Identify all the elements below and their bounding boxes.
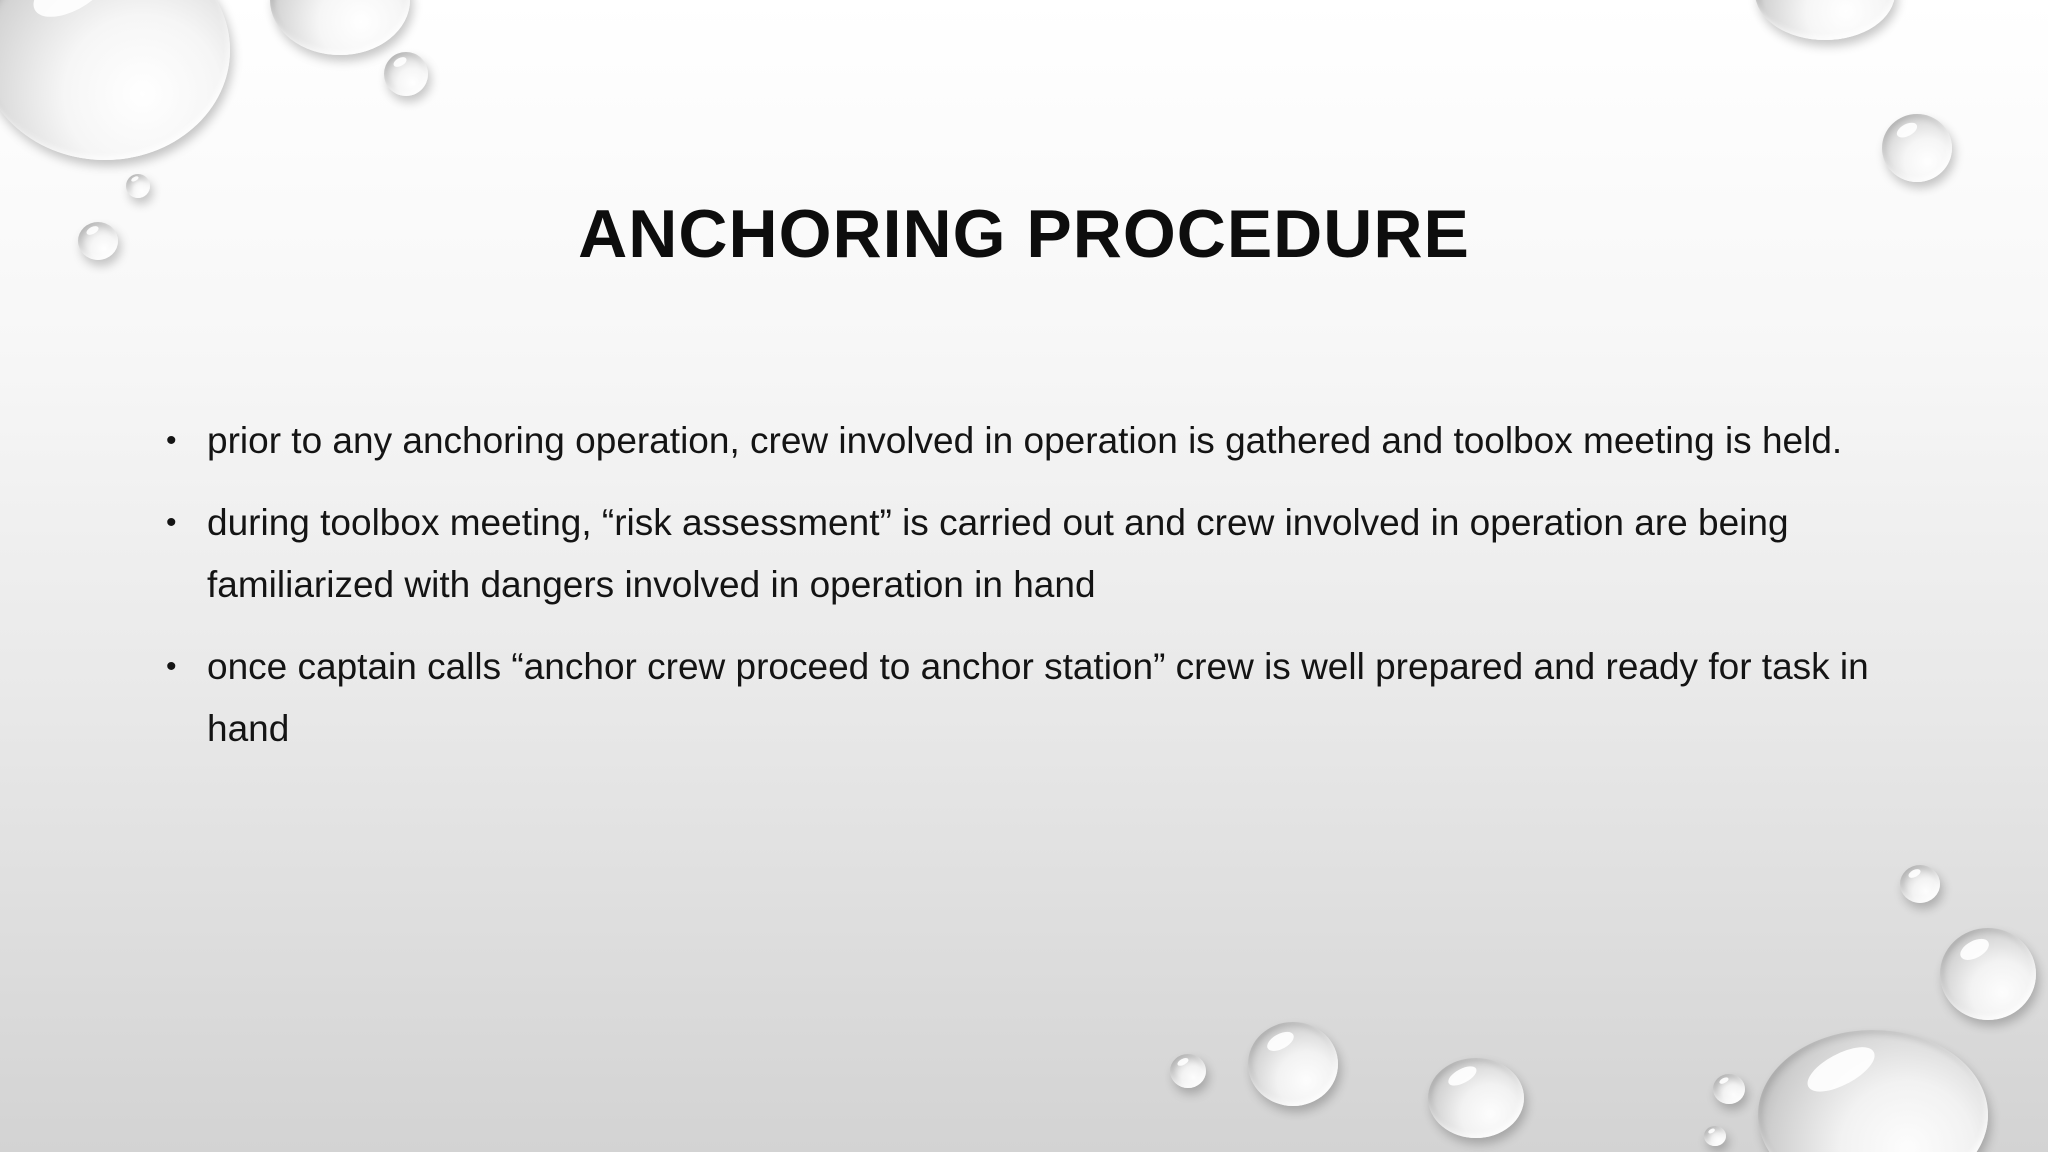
bullet-dot-icon: • — [166, 506, 177, 539]
bullet-dot-icon: • — [166, 424, 177, 457]
bullet-item — [166, 636, 1886, 760]
water-drop-decoration — [1704, 1126, 1726, 1146]
water-drop-decoration — [1940, 928, 2036, 1020]
water-drop-decoration — [1170, 1054, 1206, 1088]
water-drop-decoration — [384, 52, 428, 96]
water-drop-decoration — [0, 0, 230, 160]
water-drop-decoration — [1758, 1030, 1988, 1152]
bullet-text: once captain calls “anchor crew proceed to anchor station” crew is well prepared and ready for task in hand — [207, 646, 1869, 749]
bullet-dot-icon: • — [166, 650, 177, 683]
water-drop-decoration — [1755, 0, 1895, 40]
water-drop-decoration — [1713, 1074, 1745, 1104]
water-drop-decoration — [1428, 1058, 1524, 1138]
bullet-text: prior to any anchoring operation, crew involved in operation is gathered and toolbox meeting is held. — [207, 420, 1843, 461]
water-drop-decoration — [1248, 1022, 1338, 1106]
bullet-list — [166, 410, 1886, 780]
water-drop-decoration — [1900, 865, 1940, 903]
bullet-text: during toolbox meeting, “risk assessment” is carried out and crew involved in operation are being familiarized with dangers involved in operation in hand — [207, 502, 1789, 605]
slide-title: ANCHORING PROCEDURE — [578, 196, 1470, 272]
water-drop-decoration — [1882, 114, 1952, 182]
bullet-item — [166, 410, 1886, 472]
bullet-item — [166, 492, 1886, 616]
water-drop-decoration — [270, 0, 410, 55]
